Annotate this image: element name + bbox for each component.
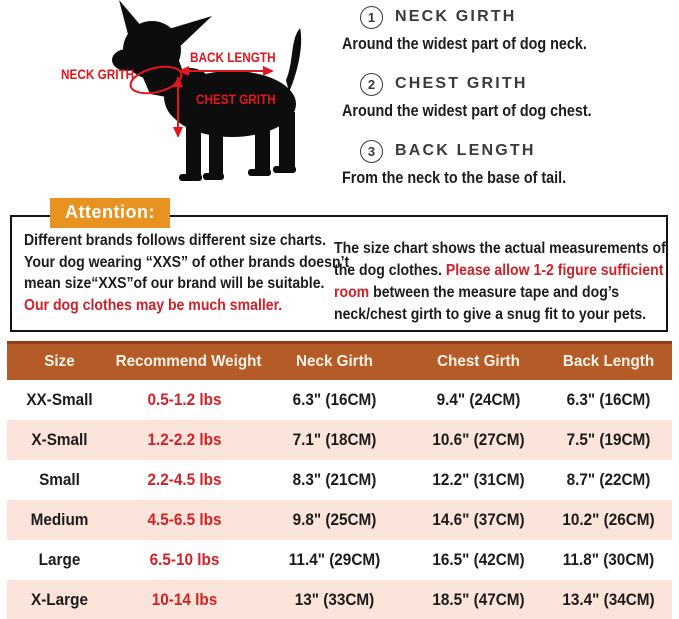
col-header-size: Size bbox=[44, 353, 75, 370]
chest-cell: 16.5" (42CM) bbox=[432, 550, 525, 569]
size-cell: Large bbox=[38, 550, 81, 569]
step-1-badge: 1 bbox=[360, 6, 383, 29]
guide-title: CHEST GRITH bbox=[395, 75, 528, 92]
table-row bbox=[7, 500, 672, 540]
neck-cell: 6.3" (16CM) bbox=[292, 390, 377, 409]
guide-item-back-length bbox=[342, 138, 677, 188]
col-header-back: Back Length bbox=[562, 353, 655, 370]
chest-cell: 18.5" (47CM) bbox=[432, 590, 525, 609]
weight-cell: 10-14 lbs bbox=[151, 590, 218, 609]
measure-guide bbox=[342, 4, 677, 205]
attention-left-text bbox=[24, 230, 350, 316]
neck-cell: 13" (33CM) bbox=[294, 590, 375, 609]
table-row bbox=[7, 540, 672, 580]
back-length-label: BACK LENGTH bbox=[190, 49, 276, 65]
back-cell: 13.4" (34CM) bbox=[562, 590, 655, 609]
chest-girth-label: CHEST GRITH bbox=[196, 91, 276, 107]
weight-cell: 4.5-6.5 lbs bbox=[147, 510, 222, 529]
col-header-weight: Recommend Weight bbox=[115, 353, 262, 370]
measurement-diagram bbox=[0, 0, 340, 200]
weight-cell: 6.5-10 lbs bbox=[149, 550, 220, 569]
guide-item-neck-girth bbox=[342, 4, 677, 54]
guide-description: Around the widest part of dog neck. bbox=[342, 35, 587, 53]
size-cell: Medium bbox=[30, 510, 89, 529]
neck-girth-label: NECK GRITH bbox=[61, 66, 135, 82]
weight-cell: 2.2-4.5 lbs bbox=[147, 470, 222, 489]
guide-description: Around the widest part of dog chest. bbox=[342, 102, 592, 120]
size-table bbox=[7, 341, 672, 619]
guide-title: BACK LENGTH bbox=[395, 142, 536, 159]
table-row bbox=[7, 380, 672, 420]
size-cell: XX-Small bbox=[26, 390, 93, 409]
col-header-neck: Neck Girth bbox=[296, 353, 373, 370]
back-cell: 11.8" (30CM) bbox=[562, 550, 655, 569]
attention-line: mean size“XXS”of our brand will be suitable. bbox=[24, 275, 325, 292]
step-2-badge: 2 bbox=[360, 73, 383, 96]
attention-line: Your dog wearing “XXS” of other brands doesn’t bbox=[24, 253, 350, 271]
col-header-chest: Chest Girth bbox=[437, 353, 520, 370]
size-cell: X-Large bbox=[31, 590, 88, 609]
step-3-badge: 3 bbox=[360, 140, 383, 163]
neck-cell: 7.1" (18CM) bbox=[292, 430, 377, 449]
back-cell: 7.5" (19CM) bbox=[566, 430, 651, 449]
back-cell: 8.7" (22CM) bbox=[566, 470, 651, 489]
neck-cell: 9.8" (25CM) bbox=[292, 510, 377, 529]
attention-right-text: The size chart shows the actual measurements of the dog clothes. Please allow 1-2 figure sufficient room between the measure tape and dog’s neck/chest girth to give a snug fit to your pets. bbox=[334, 240, 666, 323]
chest-cell: 12.2" (31CM) bbox=[432, 470, 525, 489]
table-row bbox=[7, 460, 672, 500]
size-cell: Small bbox=[39, 470, 80, 489]
attention-line: Different brands follows different size charts. bbox=[24, 232, 326, 249]
weight-cell: 1.2-2.2 lbs bbox=[147, 430, 222, 449]
neck-cell: 8.3" (21CM) bbox=[292, 470, 377, 489]
back-cell: 6.3" (16CM) bbox=[566, 390, 651, 409]
back-cell: 10.2" (26CM) bbox=[562, 510, 655, 529]
chest-cell: 10.6" (27CM) bbox=[432, 430, 525, 449]
guide-title: NECK GIRTH bbox=[395, 8, 517, 25]
guide-description: From the neck to the base of tail. bbox=[342, 169, 567, 187]
table-row bbox=[7, 420, 672, 460]
chest-cell: 14.6" (37CM) bbox=[432, 510, 525, 529]
size-cell: X-Small bbox=[31, 430, 88, 449]
attention-warning-inline: Please allow 1-2 figure sufficient room bbox=[334, 262, 664, 301]
neck-cell: 11.4" (29CM) bbox=[288, 550, 381, 569]
table-header-row bbox=[7, 341, 672, 380]
weight-cell: 0.5-1.2 lbs bbox=[147, 390, 222, 409]
attention-warning-line: Our dog clothes may be much smaller. bbox=[24, 296, 283, 314]
chest-cell: 9.4" (24CM) bbox=[436, 390, 521, 409]
table-row bbox=[7, 580, 672, 619]
attention-badge: Attention: bbox=[50, 198, 170, 228]
guide-item-chest-girth bbox=[342, 71, 677, 121]
attention-box bbox=[10, 215, 668, 332]
